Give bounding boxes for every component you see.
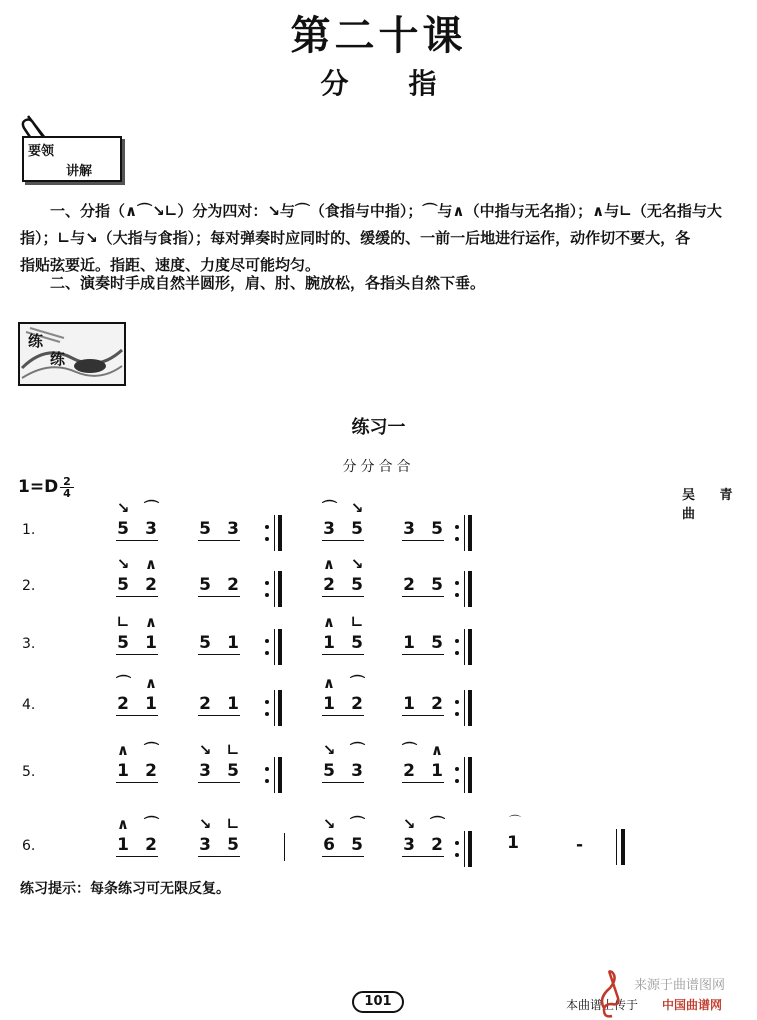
repeat-thick-line: [468, 831, 472, 867]
barline: [284, 833, 285, 861]
exercise-subtitle: 分分合合: [342, 459, 415, 475]
repeat-thick-line: [468, 571, 472, 607]
repeat-thick-line: [278, 515, 282, 551]
repeat-barline: [462, 515, 472, 551]
eighth-beam: [198, 715, 240, 716]
fingering-mark: ⌒: [144, 815, 160, 833]
fingering-mark: ∟: [116, 613, 130, 631]
repeat-thick-line: [468, 757, 472, 793]
repeat-thick-line: [278, 629, 282, 665]
note: 1: [227, 694, 239, 714]
eighth-beam: [402, 540, 444, 541]
fingering-mark: ⌒: [350, 674, 366, 692]
note: 2: [227, 575, 239, 595]
repeat-dot: [455, 712, 459, 716]
fingering-mark: ⌒: [402, 741, 418, 759]
eighth-beam: [116, 596, 158, 597]
note: 5: [323, 761, 335, 781]
note: 2: [145, 761, 157, 781]
repeat-thick-line: [278, 571, 282, 607]
practice-label-2: 练: [50, 350, 66, 368]
repeat-barline: [272, 515, 282, 551]
repeat-dot: [455, 700, 459, 704]
practice-label-1: 练: [28, 332, 44, 350]
repeat-thick-line: [278, 757, 282, 793]
repeat-dot: [265, 537, 269, 541]
fingering-mark: ⌒: [350, 741, 366, 759]
note: 5: [351, 519, 363, 539]
note: 5: [351, 633, 363, 653]
eighth-beam: [322, 654, 364, 655]
paragraph-1-line-1: 一、分指（∧⌒↘∟）分为四对：↘与⌒（食指与中指）；⌒与∧（中指与无名指）；∧与∟（无名指与大: [50, 202, 722, 220]
eighth-beam: [198, 654, 240, 655]
repeat-thick-line: [468, 629, 472, 665]
repeat-dot: [455, 779, 459, 783]
final-note: 1: [507, 833, 519, 853]
note: 2: [323, 575, 335, 595]
fingering-mark: ↘: [116, 555, 130, 573]
fingering-mark: ⌒: [430, 815, 446, 833]
exercise-tip: 练习提示：每条练习可无限反复。: [20, 881, 230, 897]
eighth-beam: [198, 782, 240, 783]
eighth-beam: [116, 540, 158, 541]
repeat-thin-line: [274, 629, 275, 665]
footer-note: 本曲谱上传于: [566, 998, 639, 1012]
repeat-barline: [462, 757, 472, 793]
repeat-dot: [265, 525, 269, 529]
row-label: 2.: [22, 578, 36, 594]
note: 1: [145, 694, 157, 714]
note: 1: [117, 761, 129, 781]
hold-dash: -: [576, 835, 584, 855]
key-points-badge: [10, 112, 122, 184]
note: 3: [403, 835, 415, 855]
eighth-beam: [402, 715, 444, 716]
final-thin-line: [616, 829, 617, 865]
row-label: 5.: [22, 764, 36, 780]
lesson-subtitle: 分指: [320, 67, 497, 100]
fingering-mark: ↘: [322, 741, 336, 759]
repeat-thin-line: [274, 515, 275, 551]
fingering-mark: ↘: [116, 499, 130, 517]
repeat-barline: [462, 571, 472, 607]
repeat-thin-line: [464, 571, 465, 607]
fingering-mark: ∧: [116, 741, 130, 759]
practice-badge: [10, 318, 122, 390]
eighth-beam: [116, 856, 158, 857]
eighth-beam: [322, 596, 364, 597]
note: 5: [351, 575, 363, 595]
repeat-thin-line: [464, 515, 465, 551]
note: 5: [431, 575, 443, 595]
fingering-mark: ∟: [350, 613, 364, 631]
note: 2: [199, 694, 211, 714]
note: 5: [431, 519, 443, 539]
time-signature-bottom: 4: [60, 487, 74, 499]
watermark-source: 来源于曲谱图网: [634, 978, 726, 993]
fingering-mark: ⌒: [144, 741, 160, 759]
fermata-mark: ⌒: [509, 814, 522, 828]
repeat-thin-line: [464, 757, 465, 793]
key-signature: 1=D: [18, 477, 59, 497]
repeat-thin-line: [464, 690, 465, 726]
note: 5: [199, 633, 211, 653]
repeat-dot: [265, 767, 269, 771]
fingering-mark: ∧: [144, 674, 158, 692]
fingering-mark: ∧: [144, 555, 158, 573]
fingering-mark: ↘: [350, 499, 364, 517]
repeat-barline: [272, 629, 282, 665]
repeat-barline: [462, 831, 472, 867]
fingering-mark: ∧: [322, 674, 336, 692]
repeat-thick-line: [468, 690, 472, 726]
eighth-beam: [322, 856, 364, 857]
page-number: 101: [352, 991, 404, 1013]
repeat-dot: [265, 651, 269, 655]
eighth-beam: [402, 782, 444, 783]
repeat-thick-line: [468, 515, 472, 551]
key-points-card: [22, 136, 122, 182]
eighth-beam: [116, 654, 158, 655]
note: 5: [199, 575, 211, 595]
fingering-mark: ∧: [430, 741, 444, 759]
repeat-dot: [455, 853, 459, 857]
note: 2: [403, 761, 415, 781]
note: 1: [145, 633, 157, 653]
note: 2: [431, 835, 443, 855]
note: 1: [323, 633, 335, 653]
repeat-dot: [455, 651, 459, 655]
fingering-mark: ∟: [226, 815, 240, 833]
eighth-beam: [322, 540, 364, 541]
repeat-thin-line: [274, 757, 275, 793]
paragraph-2-line-1: 二、演奏时手成自然半圆形，肩、肘、腕放松，各指头自然下垂。: [50, 274, 486, 292]
exercise-title: 练习一: [351, 417, 406, 438]
note: 1: [323, 694, 335, 714]
watermark-brand: 中国曲谱网: [662, 998, 723, 1012]
eighth-beam: [322, 715, 364, 716]
repeat-barline: [272, 757, 282, 793]
note: 2: [145, 835, 157, 855]
repeat-barline: [272, 571, 282, 607]
note: 5: [431, 633, 443, 653]
composer: 吴 青曲: [682, 488, 743, 522]
repeat-dot: [265, 593, 269, 597]
note: 1: [431, 761, 443, 781]
paragraph-1-line-3: 指贴弦要近。指距、速度、力度尽可能均匀。: [20, 256, 321, 274]
note: 1: [403, 633, 415, 653]
repeat-dot: [265, 700, 269, 704]
fingering-mark: ↘: [198, 741, 212, 759]
eighth-beam: [402, 596, 444, 597]
note: 1: [403, 694, 415, 714]
note: 5: [117, 633, 129, 653]
repeat-dot: [455, 841, 459, 845]
eighth-beam: [198, 856, 240, 857]
note: 5: [351, 835, 363, 855]
fingering-mark: ∧: [144, 613, 158, 631]
repeat-dot: [455, 581, 459, 585]
fingering-mark: ↘: [198, 815, 212, 833]
repeat-barline: [272, 690, 282, 726]
repeat-dot: [455, 593, 459, 597]
repeat-dot: [455, 525, 459, 529]
repeat-dot: [455, 537, 459, 541]
fingering-mark: ↘: [322, 815, 336, 833]
fingering-mark: ∧: [322, 555, 336, 573]
note: 3: [145, 519, 157, 539]
repeat-thin-line: [464, 831, 465, 867]
note: 5: [227, 835, 239, 855]
fingering-mark: ∧: [322, 613, 336, 631]
fingering-mark: ⌒: [322, 499, 338, 517]
time-signature: [60, 476, 74, 499]
note: 2: [403, 575, 415, 595]
eighth-beam: [116, 715, 158, 716]
eighth-beam: [198, 596, 240, 597]
row-label: 1.: [22, 522, 36, 538]
eighth-beam: [402, 654, 444, 655]
lesson-title: 第二十课: [290, 12, 467, 59]
eighth-beam: [322, 782, 364, 783]
repeat-dot: [265, 712, 269, 716]
note: 2: [117, 694, 129, 714]
paragraph-2: [20, 270, 748, 297]
note: 1: [227, 633, 239, 653]
practice-frame: [18, 322, 126, 386]
paragraph-1: [20, 198, 748, 279]
fingering-mark: ↘: [402, 815, 416, 833]
eighth-beam: [116, 782, 158, 783]
paragraph-1-line-2: 指）；∟与↘（大指与食指）；每对弹奏时应同时的、缓缓的、一前一后地进行运作，动作切不要大，各: [20, 229, 691, 247]
note: 3: [323, 519, 335, 539]
note: 5: [227, 761, 239, 781]
watermark: [590, 970, 750, 1020]
note: 5: [117, 575, 129, 595]
repeat-dot: [265, 779, 269, 783]
repeat-barline: [462, 629, 472, 665]
note: 3: [199, 761, 211, 781]
row-label: 4.: [22, 697, 36, 713]
final-thick-line: [621, 829, 625, 865]
fingering-mark: ⌒: [116, 674, 132, 692]
repeat-dot: [265, 639, 269, 643]
repeat-thin-line: [464, 629, 465, 665]
repeat-dot: [455, 639, 459, 643]
repeat-barline: [462, 690, 472, 726]
note: 2: [145, 575, 157, 595]
treble-clef-icon: [590, 970, 630, 1020]
note: 2: [351, 694, 363, 714]
repeat-thin-line: [274, 690, 275, 726]
fingering-mark: ⌒: [144, 499, 160, 517]
time-signature-top: 2: [63, 475, 71, 488]
fingering-mark: ∧: [116, 815, 130, 833]
key-points-label-1: 要领: [28, 144, 55, 159]
note: 6: [323, 835, 335, 855]
note: 5: [199, 519, 211, 539]
note: 3: [227, 519, 239, 539]
key-points-label-2: 讲解: [66, 164, 93, 179]
note: 3: [351, 761, 363, 781]
repeat-dot: [265, 581, 269, 585]
note: 3: [403, 519, 415, 539]
row-label: 3.: [22, 636, 36, 652]
repeat-dot: [455, 767, 459, 771]
note: 1: [117, 835, 129, 855]
note: 3: [199, 835, 211, 855]
repeat-thick-line: [278, 690, 282, 726]
fingering-mark: ↘: [350, 555, 364, 573]
fingering-mark: ∟: [226, 741, 240, 759]
note: 5: [117, 519, 129, 539]
fingering-mark: ⌒: [350, 815, 366, 833]
eighth-beam: [402, 856, 444, 857]
row-label: 6.: [22, 838, 36, 854]
note: 2: [431, 694, 443, 714]
repeat-thin-line: [274, 571, 275, 607]
eighth-beam: [198, 540, 240, 541]
